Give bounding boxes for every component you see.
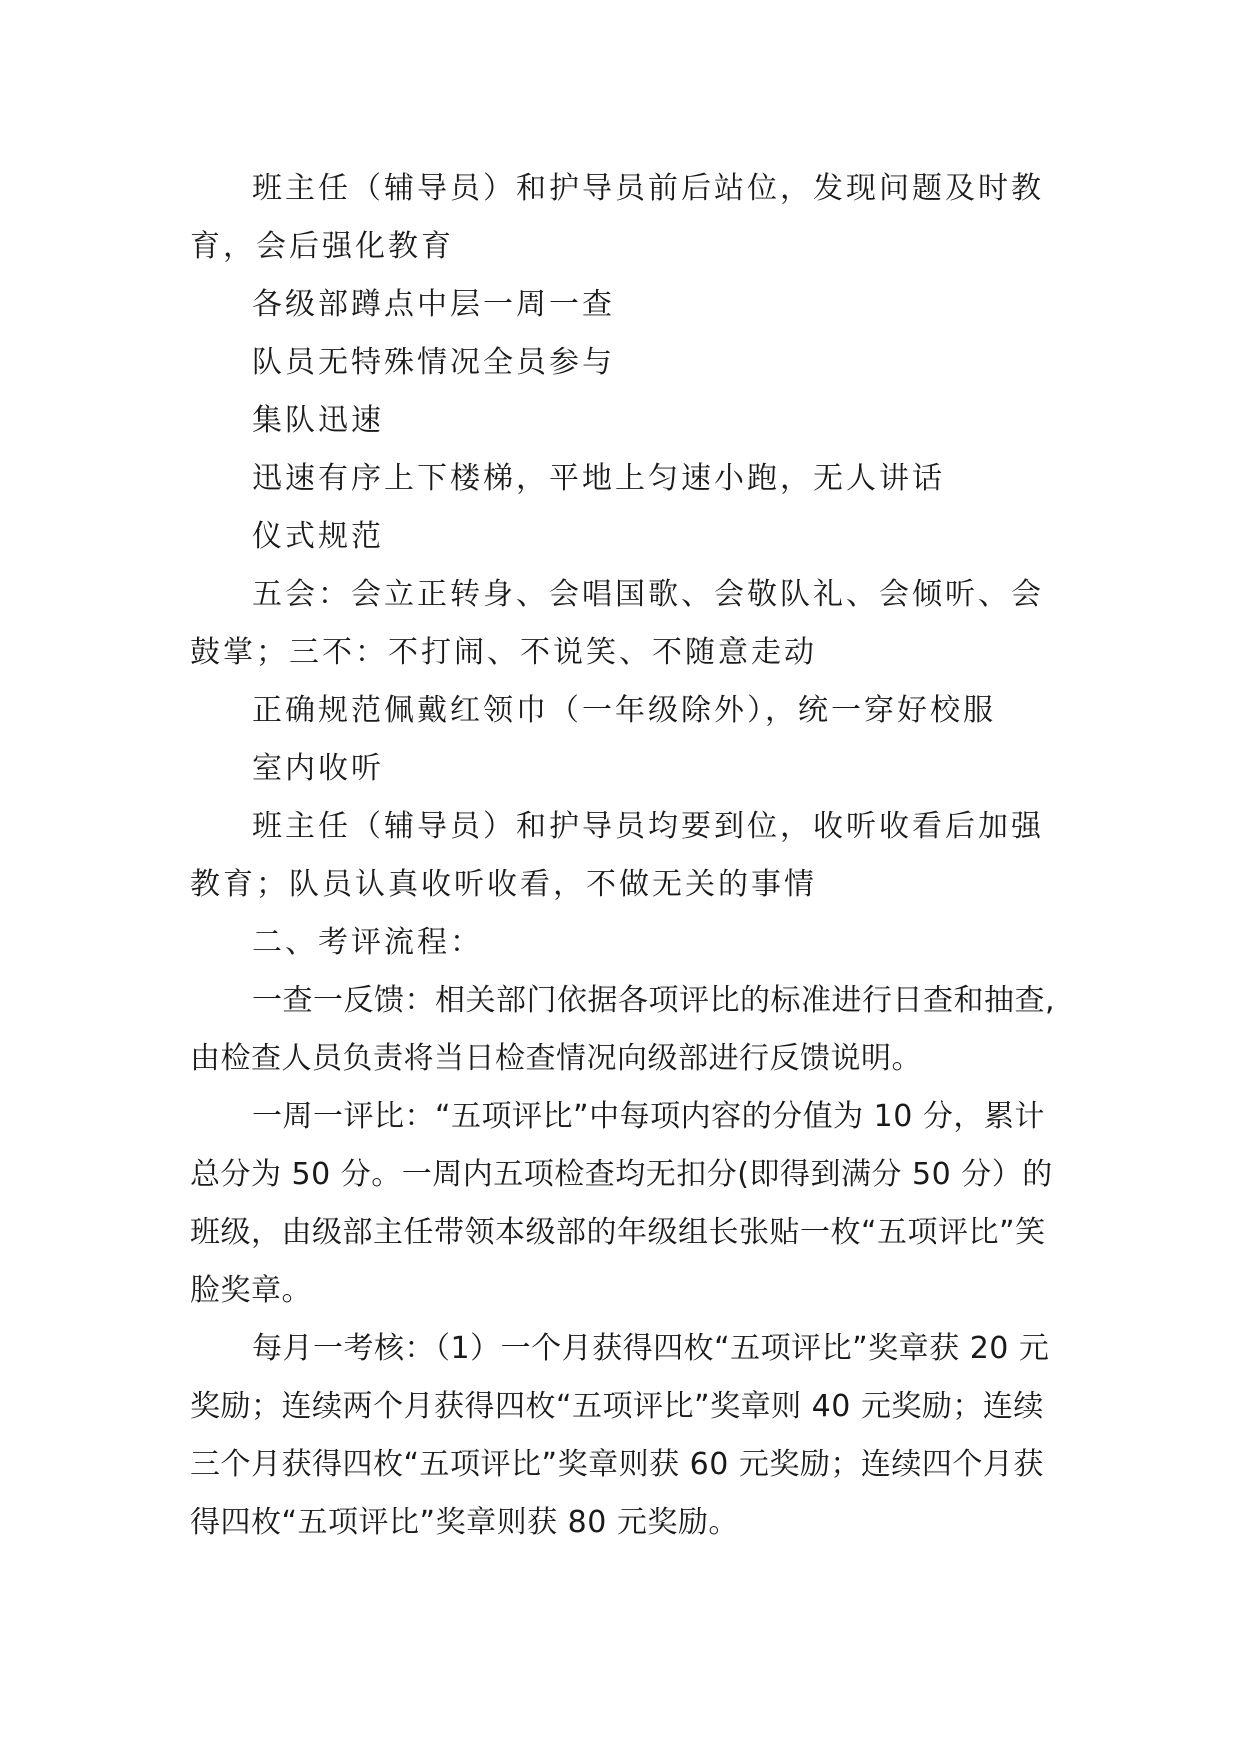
paragraph-8: 正确规范佩戴红领巾（一年级除外），统一穿好校服 bbox=[252, 693, 996, 728]
paragraph-5: 迅速有序上下楼梯，平地上匀速小跑，无人讲话 bbox=[252, 461, 945, 496]
paragraph-9: 室内收听 bbox=[252, 751, 384, 786]
paragraph-7: 五会：会立正转身、会唱国歌、会敬队礼、会倾听、会鼓掌；三不：不打闹、不说笑、不随意走动 bbox=[190, 577, 1044, 670]
document-body bbox=[190, 160, 1070, 1552]
paragraph-4: 集队迅速 bbox=[252, 403, 384, 438]
paragraph-1: 班主任（辅导员）和护导员前后站位，发现问题及时教育，会后强化教育 bbox=[190, 171, 1044, 264]
paragraph-13: 一周一评比：“五项评比”中每项内容的分值为 10 分，累计总分为 50 分。一周内五项检查均无扣分(即得到满分 50 分）的班级，由级部主任带领本级部的年级组长张贴一枚“五项评比”笑脸奖章。 bbox=[190, 1099, 1053, 1308]
paragraph-2: 各级部蹲点中层一周一查 bbox=[252, 287, 615, 322]
section-heading: 二、考评流程： bbox=[252, 925, 483, 960]
paragraph-3: 队员无特殊情况全员参与 bbox=[252, 345, 615, 380]
paragraph-10: 班主任（辅导员）和护导员均要到位，收听收看后加强教育；队员认真收听收看，不做无关的事情 bbox=[190, 809, 1044, 902]
paragraph-12: 一查一反馈：相关部门依据各项评比的标准进行日查和抽查,由检查人员负责将当日检查情况向级部进行反馈说明。 bbox=[190, 983, 1056, 1076]
paragraph-6: 仪式规范 bbox=[252, 519, 384, 554]
paragraph-14: 每月一考核：（1）一个月获得四枚“五项评比”奖章获 20 元奖励；连续两个月获得四枚“五项评比”奖章则 40 元奖励；连续三个月获得四枚“五项评比”奖章则获 60 元奖励；连续四个月获得四枚“五项评比”奖章则获 80 元奖励。 bbox=[190, 1331, 1050, 1540]
